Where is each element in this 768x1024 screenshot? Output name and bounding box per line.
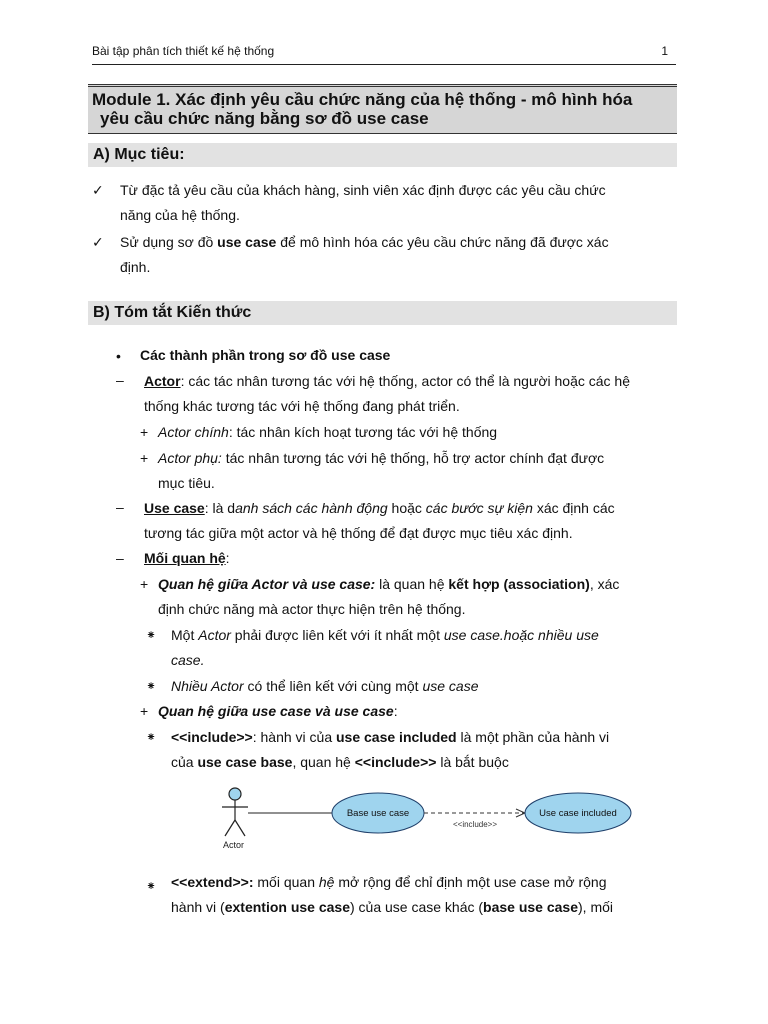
bullet-icon: • [116,348,121,364]
actor-rule-2: Nhiều Actor có thể liên kết với cùng một use case [171,678,479,694]
dash-icon: – [116,550,124,566]
star-icon: ⁕ [146,679,157,693]
include-diagram [210,782,650,854]
plus-icon: + [140,576,149,592]
page-number: 1 [661,44,668,58]
actor-sub: Actor phụ: tác nhân tương tác với hệ thống, hỗ trợ actor chính đạt được mục tiêu. [158,450,605,491]
usecase-usecase-relation: Quan hệ giữa use case và use case: [158,703,398,719]
star-icon: ⁕ [146,628,157,642]
actor-main: Actor chính: tác nhân kích hoạt tương tác với hệ thống [158,424,498,440]
section-a-heading: A) Mục tiêu: [88,143,677,167]
included-usecase-label: Use case included [539,808,617,819]
relationship-heading: Mối quan hệ: [144,550,230,566]
extend-description: <<extend>>: mối quan hệ mở rộng để chỉ định một use case mở rộng hành vi (extention use case) của use case khác (base use case), mối [171,874,614,915]
header-title: Bài tập phân tích thiết kế hệ thống [92,44,275,58]
module-title: Module 1. Xác định yêu cầu chức năng của hệ thống - mô hình hóa yêu cầu chức năng bằng sơ đồ use case [92,90,633,128]
actor-usecase-relation: Quan hệ giữa Actor và use case: là quan hệ kết hợp (association), xác định chức năng mà actor thực hiện trên hệ thống. [158,576,620,617]
plus-icon: + [140,703,149,719]
include-stereotype: <<include>> [452,820,498,829]
plus-icon: + [140,424,149,440]
actor-icon [222,788,248,836]
actor-definition: Actor: các tác nhân tương tác với hệ thống, actor có thể là người hoặc các hệ thống khác tương tác với hệ thống đang phát triển. [144,373,630,414]
dash-icon: – [116,499,124,515]
usecase-definition: Use case: là danh sách các hành động hoặc các bước sự kiện xác định các tương tác giữa một actor và hệ thống để đạt được mục tiêu xác định. [144,500,615,541]
check-icon: ✓ [92,182,104,198]
components-heading: Các thành phần trong sơ đồ use case [140,347,391,363]
actor-head [229,788,241,800]
base-usecase-label: Base use case [346,808,410,819]
plus-icon: + [140,450,149,466]
check-icon: ✓ [92,234,104,250]
dash-icon: – [116,372,124,388]
star-icon: ⁕ [146,879,157,893]
section-b-heading: B) Tóm tắt Kiến thức [88,301,677,325]
actor-label: Actor [223,840,245,850]
objective-1: Từ đặc tả yêu cầu của khách hàng, sinh viên xác định được các yêu cầu chức năng của hệ thống. [120,182,606,223]
actor-rule-1: Một Actor phải được liên kết với ít nhất một use case.hoặc nhiều use case. [171,627,599,668]
objective-2: Sử dụng sơ đồ use case để mô hình hóa các yêu cầu chức năng đã được xác định. [120,234,609,275]
star-icon: ⁕ [146,730,157,744]
include-description: <<include>>: hành vi của use case included là một phần của hành vi của use case base, quan hệ <<include>> là bắt buộc [171,729,610,770]
page-header [92,44,676,65]
